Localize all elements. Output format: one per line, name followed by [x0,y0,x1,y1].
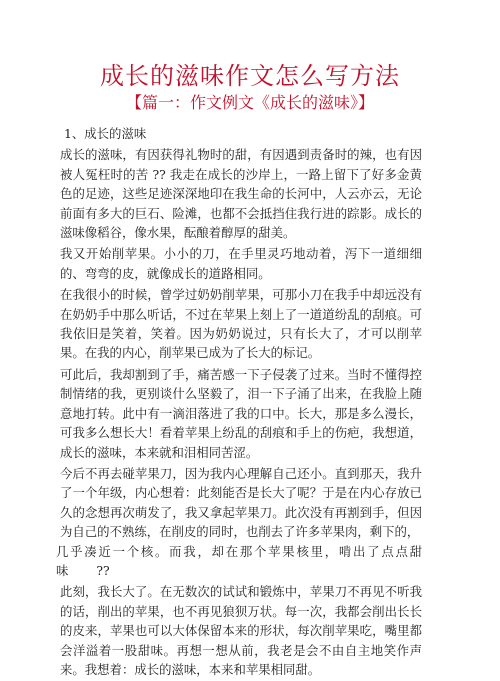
paragraph-6: 此刻，我长大了。在无数次的试试和锻炼中，苹果刀不再见不听我的话，削出的苹果，也不再见狼狈万状。每一次，我都会削出长长的皮来，苹果也可以大体保留本来的形状，每次削苹果吃，嘴里都会洋溢着一股甜味。再想一想从前，我老是会不由自主地笑作声来。我想着：成长的滋味，本来和苹果相同甜。 [60,584,422,677]
trailing-mark: ?? [96,562,110,578]
paragraph-5: 今后不再去碰苹果刀，因为我内心理解自己还小。直到那天，我升了一个年级，内心想着：此刻能否是长大了呢？于是在内心存放已久的念想再次萌发了，我又拿起苹果刀。此次没有再割到手，但因为自己的不熟练，在削皮的同时，也削去了许多苹果肉，剩下的， [60,465,422,540]
paragraph-5-end: 几乎凑近一个核。而我，却在那个苹果核里，啃出了点点甜味 [56,543,422,578]
article-subtitle: 【篇一：作文例文《成长的滋味》】 [125,93,374,112]
page-title: 成长的滋味作文怎么写方法 [100,62,400,90]
section-heading: 1、成长的滋味 [64,126,147,141]
article-body [56,124,422,681]
paragraph-2: 我又开始削苹果。小小的刀，在手里灵巧地动着，泻下一道细细的、弯弯的皮，就像成长的道路相同。 [60,246,422,281]
paragraph-5-continuation [56,542,422,581]
paragraph-3: 在我很小的时候，曾学过奶奶削苹果，可那小刀在我手中却远没有在奶奶手中那么听话，不过在苹果上刻上了一道道纷乱的刮痕。可我依旧是笑着，笑着。因为奶奶说过，只有长大了，才可以削苹果。在我的内心，削苹果已成为了长大的标记。 [60,287,422,361]
paragraph-4: 可此后，我却割到了手，痛苦感一下子侵袭了过来。当时不懂得控制情绪的我，更别谈什么坚毅了，泪一下子涌了出来，在我脸上随意地打转。此中有一滴泪落进了我的口中。长大，那是多么漫长，可我多么想长大！看着苹果上纷乱的刮痕和手上的伤疤，我想道，成长的滋味，本来就和泪相同苦涩。 [60,366,422,460]
paragraph-1: 成长的滋味，有因获得礼物时的甜，有因遇到责备时的辣，也有因被人冤枉时的苦 ?? 我走在成长的沙岸上，一路上留下了好多金黄色的足迹，这些足迹深深地印在我生命的长河中，人云亦云，无论前面有多大的巨石、险滩，也都不会抵挡住我行进的踪影。成长的滋味像稻谷，像水果，酝酿着醇厚的甜美。 [60,147,422,241]
